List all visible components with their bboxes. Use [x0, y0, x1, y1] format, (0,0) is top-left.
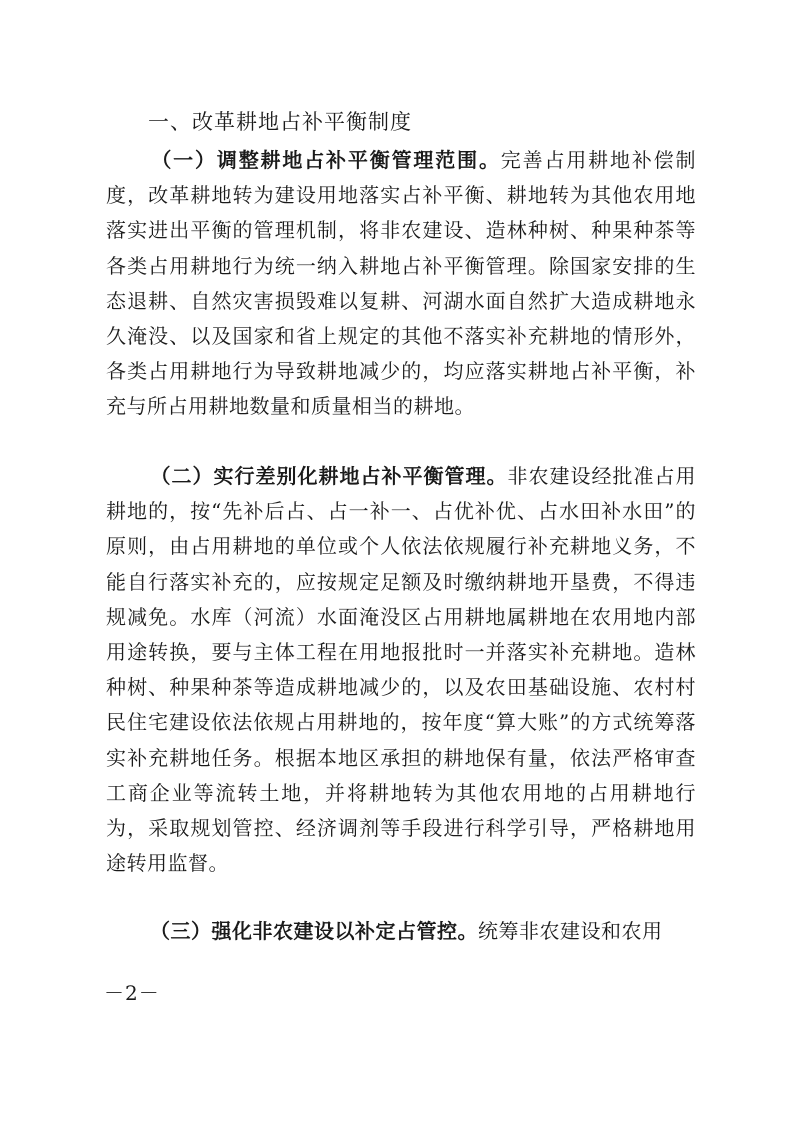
paragraph-2 [106, 459, 696, 881]
section-title: 一、改革耕地占补平衡制度 [148, 110, 412, 134]
paragraph-2-body: 非农建设经批准占用耕地的，按“先补后占、占一补一、占优补优、占水田补水田”的原则，由占用耕地的单位或个人依法依规履行补充耕地义务，不能自行落实补充的，应按规定足额及时缴纳耕地开垦费，不得违规减免。水库（河流）水面淹没区占用耕地属耕地在农用地内部用途转换，要与主体工程在用地报批时一并落实补充耕地。造林种树、种果种茶等造成耕地减少的，以及农田基础设施、农村村民住宅建设依法依规占用耕地的，按年度“算大账”的方式统筹落实补充耕地任务。根据本地区承担的耕地保有量，依法严格审查工商企业等流转土地，并将耕地转为其他农用地的占用耕地行为，采取规划管控、经济调剂等手段进行科学引导，严格耕地用途转用监督。 [106, 464, 696, 876]
paragraph-1-heading: （一）调整耕地占补平衡管理范围。 [150, 148, 501, 172]
paragraph-3-body: 统筹非农建设和农用 [478, 919, 663, 943]
page-number: －2－ [104, 981, 160, 1005]
paragraph-3-heading: （三）强化非农建设以补定占管控。 [150, 919, 478, 943]
paragraph-3 [106, 914, 696, 949]
paragraph-2-heading: （二）实行差别化耕地占补平衡管理。 [150, 464, 508, 488]
paragraph-1-body: 完善占用耕地补偿制度，改革耕地转为建设用地落实占补平衡、耕地转为其他农用地落实进出平衡的管理机制，将非农建设、造林种树、种果种茶等各类占用耕地行为统一纳入耕地占补平衡管理。除国家安排的生态退耕、自然灾害损毁难以复耕、河湖水面自然扩大造成耕地永久淹没、以及国家和省上规定的其他不落实补充耕地的情形外，各类占用耕地行为导致耕地减少的，均应落实耕地占补平衡，补充与所占用耕地数量和质量相当的耕地。 [106, 148, 697, 419]
paragraph-1 [106, 143, 696, 425]
